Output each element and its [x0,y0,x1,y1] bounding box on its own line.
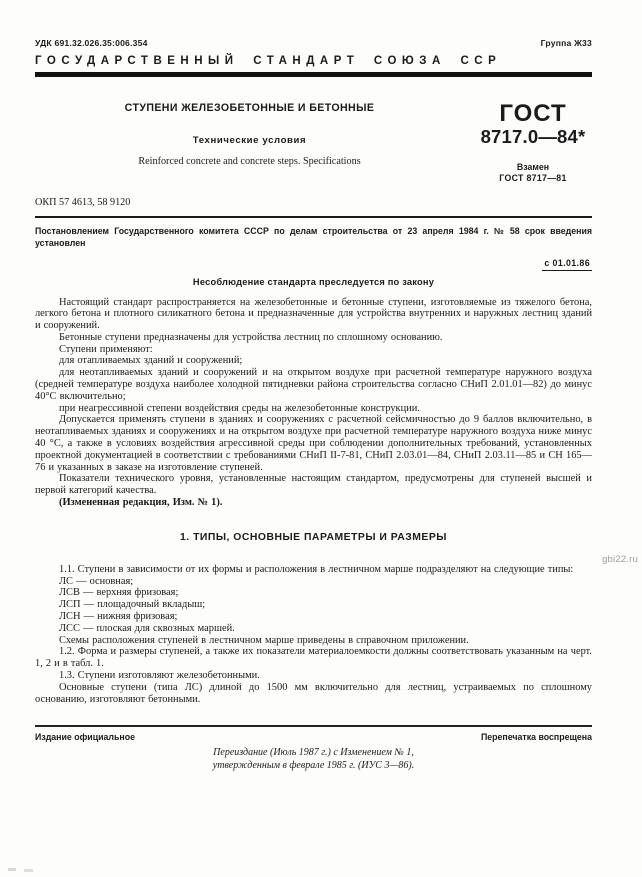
step-type-item: ЛСВ — верхняя фризовая; [59,587,179,599]
step-type-item: ЛСН — нижняя фризовая; [59,611,178,623]
decree-text: Постановлением Государственного комитета СССР по делам строительства от 23 апреля 1984 г. № 58 срок введения установлен [35,225,592,248]
section-paragraph: 1.3. Ступени изготовляют железобетонными. [59,670,260,682]
step-type-item: ЛСС — плоская для сквозных маршей. [59,622,235,634]
title-block [35,99,592,184]
site-watermark: gbi22.ru [602,554,638,565]
decree-rule [35,216,592,218]
vzamen-label: Взамен [516,161,550,172]
section1-heading: 1. ТИПЫ, ОСНОВНЫЕ ПАРАМЕТРЫ И РАЗМЕРЫ [180,531,447,543]
gost-number: 8717.0—84* [480,125,586,147]
doc-subtitle: Технические условия [192,134,307,146]
section-paragraph: 1.2. Форма и размеры ступеней, а также их показатели материалоемкости должны соответствовать указанным на черт. 1, 2 и в табл. 1. [35,646,592,670]
footer-row [35,732,592,743]
reissue-note [35,746,592,772]
intro-paragraph: Настоящий стандарт распространяется на железобетонные и бетонные ступени, изготовляемые из тяжелого бетона, легкого бетона и плотного силикатного бетона и предназначенные для устройства внутренних и наружных лестниц зданий и сооружений. [35,296,592,332]
law-notice: Несоблюдение стандарта преследуется по закону [192,276,435,287]
intro-paragraph: Показатели технического уровня, установленные настоящим стандартом, предусмотрены для ступеней высшей и первой категорий качества. [35,473,592,497]
okp-code: ОКП 57 4613, 58 9120 [35,196,131,208]
intro-paragraph: для неотапливаемых зданий и сооружений и на открытом воздухе при расчетной температуре наружного воздуха (средней температуре воздуха наиболее холодной пятидневки района строительства согласно СНиП 2.01.01—82) до минус 40°С включительно; [35,367,592,402]
intro-paragraph: Бетонные ступени предназначены для устройства лестниц по сплошному основанию. [59,331,443,343]
scan-smudge [8,868,34,872]
intro-section [35,297,592,509]
intro-paragraph: при неагрессивной степени воздействия среды на железобетонные конструкции. [59,402,420,414]
official-edition-label: Издание официальное [35,732,135,742]
intro-paragraph: Ступени применяют: [59,343,153,355]
effective-date: с 01.01.86 [542,258,592,271]
amendment-note: (Измененная редакция, Изм. № 1). [59,497,223,509]
footer-rule [35,725,592,727]
gost-number-column [474,99,592,184]
title-column [35,102,474,184]
section-paragraph: Основные ступени (типа ЛС) длиной до 1500 мм включительно для лестниц, устраиваемых по сплошному основанию, изготовляют бетонными. [35,681,592,705]
intro-paragraph: для отапливаемых зданий и сооружений; [59,355,243,367]
step-type-item: ЛС — основная; [59,575,134,587]
step-type-item: ЛСП — площадочный вкладыш; [59,599,206,611]
gost-label: ГОСТ [499,99,567,127]
doc-title: СТУПЕНИ ЖЕЛЕЗОБЕТОННЫЕ И БЕТОННЫЕ [124,101,375,114]
meta-row [35,38,592,48]
effective-date-row [35,253,592,268]
udk-number: УДК 691.32.026.35:006.354 [35,38,148,48]
reissue-note-line1: Переиздание (Июль 1987 г.) с Изменением № 1, [213,747,414,758]
section-paragraph: Схемы расположения ступеней в лестничном марше приведены в справочном приложении. [59,634,469,646]
section1-body [35,564,592,706]
intro-paragraph: Допускается применять ступени в зданиях и сооружениях с расчетной сейсмичностью до 9 баллов включительно, в неотапливаемых зданиях и сооружениях и на открытом воздухе при расчетной температуре наружного воздуха ниже минус 40 °С, а также в условиях воздействия агрессивной среды при соблюдении дополнительных требований, установленных проектной документацией в соответствии с требованиями СНиП II-7-81, СНиП 2.03.01—84, СНиП 2.03.11—85 и СН 165—76 и указанных в заказе на изготовление ступеней. [35,414,592,473]
header-rule [35,72,592,77]
vzamen-value: ГОСТ 8717—81 [499,172,567,183]
doc-subtitle-en: Reinforced concrete and concrete steps. Specifications [138,155,361,167]
reissue-note-line2: утвержденным в феврале 1985 г. (ИУС 3—86). [212,760,415,771]
reprint-forbidden-label: Перепечатка воспрещена [480,732,592,742]
group-label: Группа Ж33 [540,38,592,48]
section-paragraph: 1.1. Ступени в зависимости от их формы и расположения в лестничном марше подразделяют на следующие типы: [59,563,574,575]
standard-org-header: ГОСУДАРСТВЕННЫЙ СТАНДАРТ СОЮЗА ССР [35,55,502,67]
